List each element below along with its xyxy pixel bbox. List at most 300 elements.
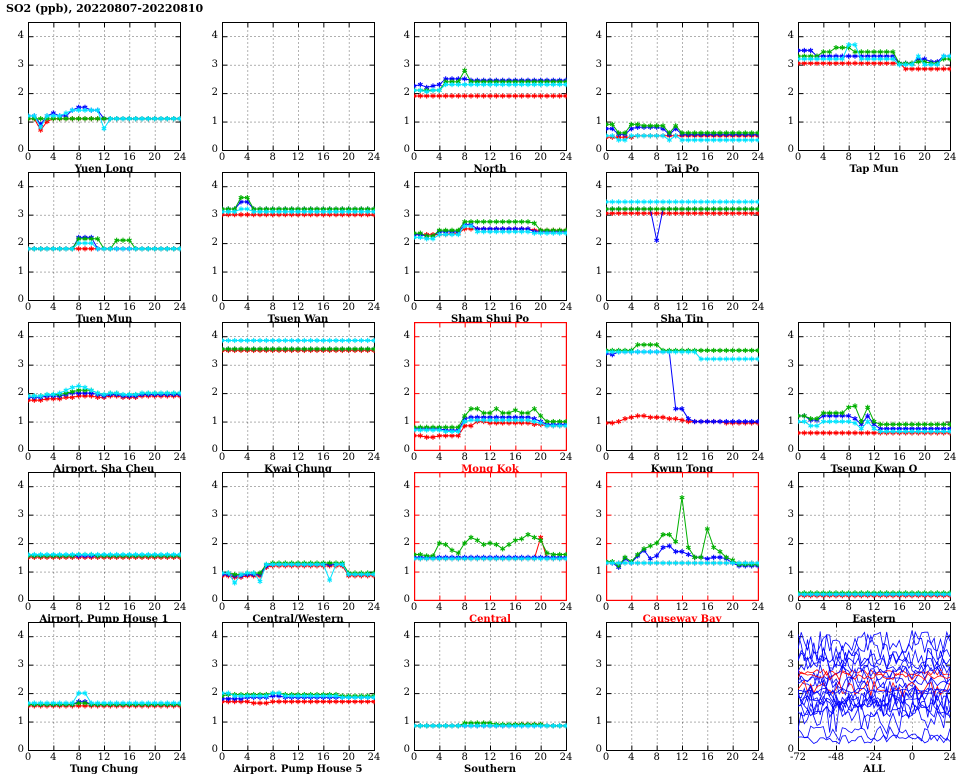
y-axis-tick-label: 3 <box>586 210 602 220</box>
panel-title: Kwai Chung <box>222 464 374 475</box>
chart-panel <box>798 22 950 172</box>
x-axis-tick-label: 8 <box>643 453 671 463</box>
x-axis-tick-label: 0 <box>14 303 42 313</box>
x-axis-tick-label: 8 <box>65 603 93 613</box>
y-axis-tick-label: 0 <box>8 295 24 305</box>
x-axis-tick-label: 20 <box>335 453 363 463</box>
y-axis-tick-label: 0 <box>778 745 794 755</box>
x-axis-tick-label: 0 <box>400 303 428 313</box>
y-axis-tick-label: 4 <box>8 631 24 641</box>
x-axis-tick-label: 0 <box>784 603 812 613</box>
x-axis-tick-label: 24 <box>744 153 772 163</box>
x-axis-tick-label: 8 <box>65 153 93 163</box>
y-axis-tick-label: 3 <box>202 60 218 70</box>
plot-area <box>414 22 567 151</box>
y-axis-tick-label: 3 <box>394 360 410 370</box>
x-axis-tick-label: 12 <box>476 303 504 313</box>
panel-title: Central <box>414 614 566 625</box>
panel-title: Tsuen Wan <box>222 314 374 325</box>
x-axis-tick-label: 12 <box>860 603 888 613</box>
y-axis-tick-label: 1 <box>586 567 602 577</box>
y-axis-tick-label: 3 <box>586 60 602 70</box>
y-axis-tick-label: 4 <box>202 481 218 491</box>
x-axis-tick-label: 0 <box>208 753 236 763</box>
x-axis-tick-label: 4 <box>425 153 453 163</box>
x-axis-tick-label: 24 <box>360 303 388 313</box>
plot-area <box>28 22 181 151</box>
x-axis-tick-label: 0 <box>784 153 812 163</box>
y-axis-tick-label: 4 <box>202 331 218 341</box>
y-axis-tick-label: 4 <box>778 481 794 491</box>
chart-panel <box>222 622 374 772</box>
chart-panel <box>798 472 950 622</box>
y-axis-tick-label: 0 <box>394 745 410 755</box>
panel-title: Sham Shui Po <box>414 314 566 325</box>
panel-title: Airport. Pump House 1 <box>28 614 180 625</box>
x-axis-tick-label: 16 <box>309 603 337 613</box>
x-axis-tick-label: 0 <box>592 153 620 163</box>
chart-panel <box>606 472 758 622</box>
y-axis-tick-label: 0 <box>8 445 24 455</box>
x-axis-tick-label: 24 <box>552 453 580 463</box>
x-axis-tick-label: 8 <box>451 153 479 163</box>
x-axis-tick-label: 4 <box>233 453 261 463</box>
y-axis-tick-label: 2 <box>778 388 794 398</box>
y-axis-tick-label: 2 <box>394 88 410 98</box>
x-axis-tick-label: 4 <box>233 753 261 763</box>
x-axis-tick-label: 16 <box>309 153 337 163</box>
x-axis-tick-label: 4 <box>425 453 453 463</box>
plot-area <box>606 622 759 751</box>
x-axis-tick-label: 16 <box>693 153 721 163</box>
y-axis-tick-label: 0 <box>394 445 410 455</box>
x-axis-tick-label: 16 <box>501 453 529 463</box>
chart-panel <box>28 472 180 622</box>
y-axis-tick-label: 2 <box>8 688 24 698</box>
x-axis-tick-label: 12 <box>668 453 696 463</box>
x-axis-tick-label: 12 <box>668 153 696 163</box>
y-axis-tick-label: 2 <box>778 688 794 698</box>
plot-area <box>414 172 567 301</box>
x-axis-tick-label: 20 <box>719 603 747 613</box>
panel-title: Mong Kok <box>414 464 566 475</box>
panel-title: ALL <box>798 764 950 775</box>
panel-title: Eastern <box>798 614 950 625</box>
x-axis-tick-label: 4 <box>617 303 645 313</box>
chart-panel <box>414 22 566 172</box>
y-axis-tick-label: 2 <box>8 388 24 398</box>
y-axis-tick-label: 1 <box>394 717 410 727</box>
plot-area <box>28 472 181 601</box>
x-axis-tick-label: 16 <box>309 303 337 313</box>
x-axis-tick-label: 0 <box>208 453 236 463</box>
x-axis-tick-label: 20 <box>527 153 555 163</box>
panel-title: Yuen Long <box>28 164 180 175</box>
y-axis-tick-label: 0 <box>394 145 410 155</box>
x-axis-tick-label: 0 <box>400 753 428 763</box>
y-axis-tick-label: 2 <box>586 538 602 548</box>
chart-panel <box>414 472 566 622</box>
chart-panel <box>414 322 566 472</box>
x-axis-tick-label: 16 <box>501 303 529 313</box>
plot-area <box>222 322 375 451</box>
x-axis-tick-label: 12 <box>860 453 888 463</box>
x-axis-tick-label: 24 <box>360 153 388 163</box>
y-axis-tick-label: 1 <box>586 717 602 727</box>
y-axis-tick-label: 0 <box>202 745 218 755</box>
x-axis-tick-label: 20 <box>141 753 169 763</box>
x-axis-tick-label: 12 <box>476 153 504 163</box>
panel-title: North <box>414 164 566 175</box>
y-axis-tick-label: 4 <box>394 631 410 641</box>
x-axis-tick-label: 16 <box>693 603 721 613</box>
y-axis-tick-label: 1 <box>202 117 218 127</box>
y-axis-tick-label: 1 <box>202 417 218 427</box>
x-axis-tick-label: 16 <box>885 153 913 163</box>
y-axis-tick-label: 3 <box>586 360 602 370</box>
y-axis-tick-label: 4 <box>394 31 410 41</box>
y-axis-tick-label: 4 <box>202 631 218 641</box>
y-axis-tick-label: 4 <box>394 181 410 191</box>
y-axis-tick-label: 2 <box>394 538 410 548</box>
x-axis-tick-label: 24 <box>744 603 772 613</box>
chart-panel <box>414 622 566 772</box>
chart-panel <box>606 22 758 172</box>
y-axis-tick-label: 2 <box>202 538 218 548</box>
y-axis-tick-label: 1 <box>8 417 24 427</box>
x-axis-tick-label: 4 <box>809 453 837 463</box>
x-axis-tick-label: 0 <box>592 453 620 463</box>
panel-title: Tai Po <box>606 164 758 175</box>
x-axis-tick-label: 0 <box>898 753 926 763</box>
y-axis-tick-label: 2 <box>778 88 794 98</box>
x-axis-tick-label: 12 <box>284 753 312 763</box>
y-axis-tick-label: 4 <box>778 631 794 641</box>
y-axis-tick-label: 1 <box>778 717 794 727</box>
x-axis-tick-label: 24 <box>552 303 580 313</box>
y-axis-tick-label: 3 <box>778 360 794 370</box>
x-axis-tick-label: 20 <box>719 153 747 163</box>
y-axis-tick-label: 4 <box>8 481 24 491</box>
y-axis-tick-label: 0 <box>586 745 602 755</box>
x-axis-tick-label: 8 <box>835 603 863 613</box>
x-axis-tick-label: 16 <box>309 453 337 463</box>
x-axis-tick-label: 8 <box>643 303 671 313</box>
x-axis-tick-label: 0 <box>14 753 42 763</box>
y-axis-tick-label: 4 <box>202 181 218 191</box>
x-axis-tick-label: 24 <box>166 303 194 313</box>
x-axis-tick-label: 16 <box>115 753 143 763</box>
x-axis-tick-label: 16 <box>693 453 721 463</box>
x-axis-tick-label: 20 <box>911 603 939 613</box>
panel-title: Sha Tin <box>606 314 758 325</box>
x-axis-tick-label: 12 <box>668 303 696 313</box>
y-axis-tick-label: 2 <box>202 238 218 248</box>
y-axis-tick-label: 0 <box>778 445 794 455</box>
x-axis-tick-label: 0 <box>400 603 428 613</box>
x-axis-tick-label: 8 <box>451 603 479 613</box>
chart-panel <box>414 172 566 322</box>
x-axis-tick-label: 8 <box>259 603 287 613</box>
x-axis-tick-label: 0 <box>14 153 42 163</box>
y-axis-tick-label: 0 <box>8 145 24 155</box>
y-axis-tick-label: 3 <box>8 210 24 220</box>
chart-panel <box>28 622 180 772</box>
y-axis-tick-label: 1 <box>202 717 218 727</box>
plot-area <box>606 22 759 151</box>
panel-title: Tung Chung <box>28 764 180 775</box>
y-axis-tick-label: 3 <box>778 660 794 670</box>
x-axis-tick-label: 8 <box>835 153 863 163</box>
y-axis-tick-label: 1 <box>586 267 602 277</box>
x-axis-tick-label: 20 <box>719 453 747 463</box>
x-axis-tick-label: 8 <box>643 753 671 763</box>
x-axis-tick-label: 4 <box>617 453 645 463</box>
y-axis-tick-label: 4 <box>586 331 602 341</box>
x-axis-tick-label: 12 <box>90 303 118 313</box>
x-axis-tick-label: 20 <box>335 753 363 763</box>
x-axis-tick-label: 8 <box>65 303 93 313</box>
plot-area <box>414 472 567 601</box>
y-axis-tick-label: 0 <box>394 295 410 305</box>
x-axis-tick-label: 24 <box>360 603 388 613</box>
x-axis-tick-label: 16 <box>115 153 143 163</box>
chart-panel <box>606 622 758 772</box>
x-axis-tick-label: 4 <box>617 603 645 613</box>
y-axis-tick-label: 4 <box>8 331 24 341</box>
plot-area <box>414 322 567 451</box>
x-axis-tick-label: -72 <box>784 753 812 763</box>
y-axis-tick-label: 1 <box>394 567 410 577</box>
plot-area <box>28 622 181 751</box>
x-axis-tick-label: 24 <box>552 753 580 763</box>
x-axis-tick-label: 8 <box>643 603 671 613</box>
y-axis-tick-label: 4 <box>778 31 794 41</box>
chart-panel <box>222 172 374 322</box>
y-axis-tick-label: 2 <box>394 238 410 248</box>
y-axis-tick-label: 0 <box>202 145 218 155</box>
x-axis-tick-label: 20 <box>141 153 169 163</box>
x-axis-tick-label: 12 <box>668 603 696 613</box>
x-axis-tick-label: 4 <box>425 603 453 613</box>
y-axis-tick-label: 1 <box>8 267 24 277</box>
panel-title: Airport. Sha Cheu <box>28 464 180 475</box>
x-axis-tick-label: 4 <box>809 603 837 613</box>
y-axis-tick-label: 1 <box>778 567 794 577</box>
x-axis-tick-label: 24 <box>936 453 964 463</box>
x-axis-tick-label: 4 <box>39 153 67 163</box>
x-axis-tick-label: 0 <box>592 303 620 313</box>
plot-area <box>798 472 951 601</box>
x-axis-tick-label: 0 <box>592 753 620 763</box>
chart-panel <box>798 322 950 472</box>
chart-panel <box>606 172 758 322</box>
y-axis-tick-label: 0 <box>8 745 24 755</box>
y-axis-tick-label: 1 <box>394 117 410 127</box>
x-axis-tick-label: 20 <box>335 303 363 313</box>
y-axis-tick-label: 0 <box>778 595 794 605</box>
y-axis-tick-label: 2 <box>586 388 602 398</box>
x-axis-tick-label: 0 <box>208 153 236 163</box>
x-axis-tick-label: 12 <box>90 753 118 763</box>
x-axis-tick-label: 24 <box>166 753 194 763</box>
x-axis-tick-label: 4 <box>233 153 261 163</box>
plot-area <box>798 322 951 451</box>
chart-panel <box>28 22 180 172</box>
plot-area <box>798 622 951 751</box>
plot-area <box>222 172 375 301</box>
y-axis-tick-label: 2 <box>202 388 218 398</box>
y-axis-tick-label: 2 <box>394 388 410 398</box>
plot-area <box>222 622 375 751</box>
x-axis-tick-label: 12 <box>90 453 118 463</box>
x-axis-tick-label: 12 <box>476 753 504 763</box>
x-axis-tick-label: 20 <box>527 303 555 313</box>
y-axis-tick-label: 3 <box>778 60 794 70</box>
y-axis-tick-label: 3 <box>8 510 24 520</box>
x-axis-tick-label: 12 <box>476 603 504 613</box>
x-axis-tick-label: 20 <box>141 453 169 463</box>
x-axis-tick-label: 8 <box>65 753 93 763</box>
y-axis-tick-label: 1 <box>586 417 602 427</box>
x-axis-tick-label: 8 <box>65 453 93 463</box>
x-axis-tick-label: 16 <box>115 303 143 313</box>
y-axis-tick-label: 4 <box>8 31 24 41</box>
x-axis-tick-label: 20 <box>527 453 555 463</box>
x-axis-tick-label: 12 <box>284 153 312 163</box>
x-axis-tick-label: 0 <box>14 453 42 463</box>
x-axis-tick-label: 24 <box>166 603 194 613</box>
x-axis-tick-label: 20 <box>911 453 939 463</box>
x-axis-tick-label: 0 <box>592 603 620 613</box>
x-axis-tick-label: 24 <box>552 603 580 613</box>
y-axis-tick-label: 3 <box>394 210 410 220</box>
x-axis-tick-label: 0 <box>784 453 812 463</box>
x-axis-tick-label: 20 <box>335 603 363 613</box>
x-axis-tick-label: 24 <box>744 303 772 313</box>
x-axis-tick-label: 16 <box>501 153 529 163</box>
x-axis-tick-label: 16 <box>115 603 143 613</box>
y-axis-tick-label: 4 <box>202 31 218 41</box>
plot-area <box>222 472 375 601</box>
x-axis-tick-label: 24 <box>744 453 772 463</box>
x-axis-tick-label: 24 <box>936 753 964 763</box>
y-axis-tick-label: 1 <box>394 267 410 277</box>
x-axis-tick-label: -24 <box>860 753 888 763</box>
panel-title: Kwun Tong <box>606 464 758 475</box>
plot-area <box>222 22 375 151</box>
chart-panel <box>798 622 950 772</box>
x-axis-tick-label: 12 <box>284 303 312 313</box>
plot-area <box>606 322 759 451</box>
x-axis-tick-label: 12 <box>668 753 696 763</box>
y-axis-tick-label: 0 <box>202 295 218 305</box>
x-axis-tick-label: 0 <box>400 153 428 163</box>
y-axis-tick-label: 0 <box>586 595 602 605</box>
y-axis-tick-label: 4 <box>394 331 410 341</box>
x-axis-tick-label: -48 <box>822 753 850 763</box>
y-axis-tick-label: 3 <box>394 660 410 670</box>
y-axis-tick-label: 0 <box>394 595 410 605</box>
y-axis-tick-label: 1 <box>586 117 602 127</box>
y-axis-tick-label: 1 <box>778 417 794 427</box>
x-axis-tick-label: 20 <box>911 153 939 163</box>
x-axis-tick-label: 20 <box>527 753 555 763</box>
y-axis-tick-label: 4 <box>586 631 602 641</box>
x-axis-tick-label: 16 <box>885 453 913 463</box>
plot-area <box>28 172 181 301</box>
y-axis-tick-label: 3 <box>202 360 218 370</box>
x-axis-tick-label: 20 <box>141 303 169 313</box>
y-axis-tick-label: 2 <box>202 688 218 698</box>
x-axis-tick-label: 8 <box>835 453 863 463</box>
y-axis-tick-label: 4 <box>586 181 602 191</box>
chart-panel <box>222 322 374 472</box>
x-axis-tick-label: 24 <box>166 153 194 163</box>
plot-area <box>414 622 567 751</box>
x-axis-tick-label: 8 <box>259 153 287 163</box>
y-axis-tick-label: 3 <box>586 660 602 670</box>
x-axis-tick-label: 4 <box>39 453 67 463</box>
y-axis-tick-label: 0 <box>202 595 218 605</box>
x-axis-tick-label: 8 <box>643 153 671 163</box>
x-axis-tick-label: 24 <box>936 153 964 163</box>
y-axis-tick-label: 2 <box>586 88 602 98</box>
plot-area <box>28 322 181 451</box>
y-axis-tick-label: 2 <box>8 238 24 248</box>
panel-title: Southern <box>414 764 566 775</box>
panel-title: Causeway Bay <box>606 614 758 625</box>
x-axis-tick-label: 20 <box>719 303 747 313</box>
y-axis-tick-label: 0 <box>586 295 602 305</box>
x-axis-tick-label: 24 <box>744 753 772 763</box>
y-axis-tick-label: 1 <box>778 117 794 127</box>
x-axis-tick-label: 4 <box>425 753 453 763</box>
y-axis-tick-label: 1 <box>8 567 24 577</box>
y-axis-tick-label: 3 <box>8 60 24 70</box>
x-axis-tick-label: 8 <box>451 453 479 463</box>
y-axis-tick-label: 2 <box>202 88 218 98</box>
y-axis-tick-label: 1 <box>8 117 24 127</box>
panel-title: Central/Western <box>222 614 374 625</box>
y-axis-tick-label: 0 <box>778 145 794 155</box>
x-axis-tick-label: 12 <box>90 153 118 163</box>
page-title: SO2 (ppb), 20220807-20220810 <box>6 2 203 15</box>
plot-area <box>606 472 759 601</box>
y-axis-tick-label: 3 <box>202 510 218 520</box>
y-axis-tick-label: 4 <box>778 331 794 341</box>
x-axis-tick-label: 20 <box>527 603 555 613</box>
x-axis-tick-label: 20 <box>335 153 363 163</box>
y-axis-tick-label: 2 <box>394 688 410 698</box>
y-axis-tick-label: 0 <box>8 595 24 605</box>
x-axis-tick-label: 24 <box>166 453 194 463</box>
y-axis-tick-label: 0 <box>202 445 218 455</box>
y-axis-tick-label: 2 <box>778 538 794 548</box>
x-axis-tick-label: 4 <box>425 303 453 313</box>
x-axis-tick-label: 8 <box>451 753 479 763</box>
x-axis-tick-label: 16 <box>501 603 529 613</box>
y-axis-tick-label: 1 <box>202 567 218 577</box>
y-axis-tick-label: 3 <box>8 660 24 670</box>
y-axis-tick-label: 0 <box>586 445 602 455</box>
x-axis-tick-label: 12 <box>860 153 888 163</box>
x-axis-tick-label: 16 <box>693 753 721 763</box>
x-axis-tick-label: 12 <box>476 453 504 463</box>
y-axis-tick-label: 3 <box>394 510 410 520</box>
x-axis-tick-label: 20 <box>719 753 747 763</box>
x-axis-tick-label: 8 <box>259 453 287 463</box>
